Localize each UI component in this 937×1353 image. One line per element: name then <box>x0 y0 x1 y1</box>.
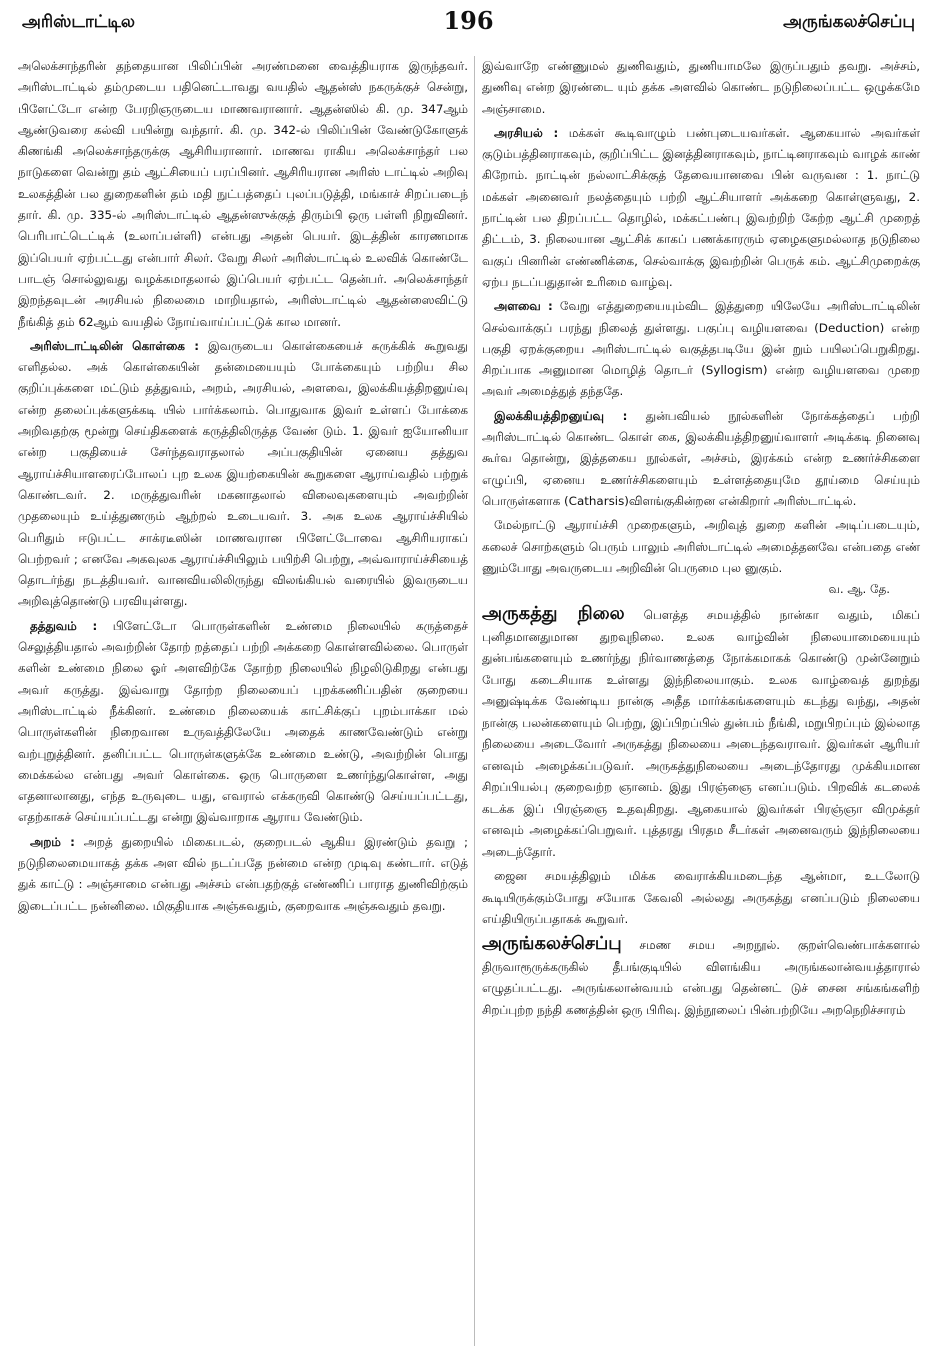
paragraph-legacy <box>482 515 920 600</box>
paragraph-doctrine <box>18 336 468 613</box>
running-head-left: அரிஸ்டாட்டில <box>22 12 135 32</box>
subheading-criticism: இலக்கியத்திறனுய்வு : <box>494 408 628 423</box>
entry-title-arungalacheppu: அருங்கலச்செப்பு <box>482 933 622 954</box>
paragraph-ethics <box>18 832 468 917</box>
running-head-right: அருங்கலச்செப்பு <box>783 12 915 32</box>
column-divider <box>474 56 475 1346</box>
entry-arungalacheppu <box>482 933 920 1021</box>
subheading-logic: அளவை : <box>494 299 553 314</box>
paragraph-philosophy-text: பிளேட்டோ பொருள்களின் உண்மை நிலையில் கருத்தைச் செலுத்தியதால் அவற்றின் தோற் றத்தைப் பற்றி அக்கறை கொள்ளவில்லை. பொருள் களின் உண்மை நிலை ஓர் அளவிற்கே தோற்ற நிலையில் நிழலிடுகிறது என்பது அவர் கருத்து. இவ்வாறு தோற்ற நிலையைப் புறக்கணிப்பதின் குறையை அரிஸ்டாட்டில் நீக்கினர். உண்மை நிலையைக் காட்சிக்குப் புறம்பாக்கா மல் பொருள்களின் நிறைவான உருவத்திலேயே அதைக் காணவேண்டும் என்று வற்புறுத்தினர். தனிப்பட்ட பொருள்களுக்கே உண்மை உண்டு, அவற்றின் பொது மைக்கல்ல என்பது அவர் கொள்கை. ஒரு பொருளை உணர்ந்துகொள்ள, அது எதனாலானது, எந்த உருவுடை யது, எவரால் எக்கருவி கொண்டு செய்யப்பட்டது, எதற்காகச் செய்யப்பட்டது என்று இவ்வாறாக ஆராய வேண்டும். <box>18 618 468 825</box>
entry-title-arhat: அருகத்து நிலை <box>482 603 625 624</box>
subheading-doctrine: அரிஸ்டாட்டிலின் கொள்கை : <box>30 338 199 353</box>
paragraph-philosophy <box>18 616 468 829</box>
paragraph-intro: அலெக்சாந்தரின் தந்தையான பிலிப்பின் அரண்மனை வைத்தியராக இருந்தவர். அரிஸ்டாட்டில் தம்முடைய பதினெட்டாவது வயதில் ஆதன்ஸ் நகருக்குச் சென்று, பிளேட்டோ என்ற பேரறிஞருடைய மாணவரானார். ஆதன்ஸில் கி. மு. 347ஆம் ஆண்டுவரை கல்வி பயின்று வந்தார். கி. மு. 342-ல் பிலிப்பின் வேண்டுகோளுக் கிணங்கி அலெக்சாந்தருக்கு ஆசிரியரானார். மாணவ ராகிய அலெக்சாந்தர் பல நாடுகளை வென்று தம் ஆட்சியைப் பரப்பினர். ஆசிரியரான அரிஸ் டாட்டில் அறிவு உலகத்தின் பல துறைகளின் தம் மதி நுட்பத்தைப் புலப்படுத்தி, மங்காச் சிறப்படைந் தார். கி. மு. 335-ல் அரிஸ்டாட்டில் ஆதன்ஸுக்குத் திரும்பி ஒரு பள்ளி நிறுவினர். பெரிபாட்டெட்டிக் (உலாப்பள்ளி) என்பது அதன் பெயர். இடத்தின் காரணமாக இப்பெயர் ஏற்பட்டது என்பார் சிலர். வேறு சிலர் அரிஸ்டாட்டில் உலவிக் கொண்டே பாடஞ் சொல்லுவது வழக்கமாதலால் இப்பெயர் ஏற்பட்ட தென்பர். அலெக்சாந்தர் இறந்தவுடன் அரசியல் நிலைமை மாறியதால், அரிஸ்டாட்டில் ஆதன்ஸைவிட்டு நீங்கித் தம் 62ஆம் வயதில் நோய்வாய்ப்பட்டுக் கால மானர். <box>18 59 468 329</box>
paragraph-legacy-text: மேல்நாட்டு ஆராய்ச்சி முறைகளும், அறிவுத் துறை களின் அடிப்படையும், கலைச் சொற்களும் பெரும் பாலும் அரிஸ்டாட்டில் அமைத்தனவே என்பதை எண் ணும்போது அவருடைய அறிவின் பெருமை புல னுகும். <box>482 518 920 575</box>
left-column <box>18 56 468 920</box>
paragraph-courage: இவ்வாறே எண்ணுமல் துணிவதும், துணியாமலே இருப்பதும் தவறு. அச்சம், துணிவு என்ற இரண்டை யும் தக்க அளவில் கொண்ட நடுநிலைப்பட்ட ஒழுக்கமே அஞ்சாமை. <box>482 59 920 116</box>
paragraph-logic <box>482 296 920 402</box>
paragraph-politics-text: மக்கள் கூடிவாழும் பண்புடையவர்கள். ஆகையால் அவர்கள் குடும்பத்தினராகவும், குறிப்பிட்ட இனத்தினராகவும், நாட்டினராகவும் வாழக் காண் கிறோம். நாட்டின் நல்லாட்சிக்குத் தேவையானவை பின் வருவன : 1. நாட்டு மக்கள் அனைவர் நலத்தையும் பற்றி ஆட்சியாளர் அக்கறை கொள்ளுவது, 2. நாட்டின் பல திறப்பட்ட தொழில், மக்கட்பண்பு இவற்றிற் கேற்ற ஆட்சி முறைத் திட்டம், 3. நிலையான ஆட்சிக் காகப் பணக்காரரும் ஏழைகளுமல்லாத நடுநிலை வகுப் பினரின் எண்ணிக்கை, செல்வாக்கு இவற்றின் பெருக் கம். ஆட்சிமுறைக்கு ஏற்ப நடப்பதுதான் உரிமை வாழ்வு. <box>482 125 920 289</box>
paragraph-criticism-text: துன்பவியல் நூல்களின் நோக்கத்தைப் பற்றி அரிஸ்டாட்டில் கொண்ட கொள் கை, இலக்கியத்திறனுய்வாளர் அடிக்கடி நினைவு கூர்வ தொன்று, இத்தகைய நூல்கள், அச்சம், இரக்கம் என்ற உணர்ச்சிகளை எழுப்பி, ஏனைய உணர்ச்சிகளையும் உள்ளத்தையுமே தூய்மை செய்யும் பொருள்களாக (Catharsis)விளங்குகின்றன என்கிறார் அரிஸ்டாட்டில். <box>482 408 921 508</box>
subheading-ethics: அறம் : <box>30 834 75 849</box>
subheading-politics: அரசியல் : <box>494 125 559 140</box>
page-header <box>0 6 937 40</box>
paragraph-politics <box>482 123 920 293</box>
paragraph-criticism <box>482 406 920 512</box>
author-signature: வ. ஆ. தே. <box>828 582 890 597</box>
entry-arhat-jain: ஜைன சமயத்திலும் மிக்க வைராக்கியமடைந்த ஆன்மா, உடலோடு கூடியிருக்கும்போது சயோக கேவலி அல்லது அருகத்து எனப்படும் நிலையை எய்தியிருப்பதாகக் கூறுவர். <box>482 869 920 927</box>
page-number: 196 <box>443 6 494 35</box>
paragraph-logic-text: வேறு எத்துறையையும்விட இத்துறை யிலேயே அரிஸ்டாட்டிலின் செல்வாக்குப் பரந்து நிலைத் துள்ளது. பகுப்பு வழியளவை (Deduction) என்ற பகுதி ஏறக்குறைய அரிஸ்டாட்டில் வகுத்தபடியே இன் றும் பயிலப்பெறுகிறது. சிறப்பாக அனுமான மொழித் தொடர் (Syllogism) என்ற வழியளவை முறை அவர் அமைத்துத் தந்ததே. <box>482 299 920 399</box>
entry-arhat-text: பௌத்த சமயத்தில் நான்கா வதும், மிகப் புனிதமானதுமான துறவுநிலை. உலக வாழ்வின் நிலையாமையையும் துன்பங்களையும் உணர்ந்து நிர்வாணத்தை நோக்கமாகக் கொண்டு முன்னேறும் போது கடைசியாக உள்ளது இந்நிலையாகும். உலக வாழ்வைத் துறந்து அனுஷ்டிக்க வேண்டிய நான்கு அதீத மார்க்கங்களையும் கடந்து வந்து, அதன் நான்கு பலன்களையும் பெற்று, இப்பிறப்பில் துன்பம் நீங்கி, மறுபிறப்பும் இல்லாத நிலையை அடைவோர் அருகத்து நிலையை அடைந்தவராவர். இவர்கள் ஆரியர் எனவும் அழைக்கப்படுவர். அருகத்துநிலையை அடைந்தோரது முக்கியமான சிறப்பியல்பு குறைவற்ற ஞானம். இது பிரஞ்ஞை எனப்படும். பிறவிக் கடலைக் கடக்க இப் பிரஞ்ஞை உதவுகிறது. ஆகையால் இவர்கள் பிரஞ்ஞா விமுக்தர் எனவும் அழைக்கப்பெறுவர். புத்தரது பிரதம சீடர்கள் அனைவரும் இந்நிலையை அடைந்தோர். <box>482 608 920 859</box>
subheading-philosophy: தத்துவம் : <box>30 618 98 633</box>
entry-arhat <box>482 603 920 863</box>
paragraph-doctrine-text: இவருடைய கொள்கையைச் சுருக்கிக் கூறுவது எளிதல்ல. அக் கொள்கையின் தன்மையையும் போக்கையும் பற்றிய சில குறிப்புக்களை மட்டும் தத்துவம், அறம், அரசியல், அளவை, இலக்கியத்திறனுய்வு என்ற தலைப்புக்களுக்கடி யில் பார்க்கலாம். பொதுவாக இவர் உள்ளப் போக்கை அறிவதற்கு மூன்று செய்திகளைக் கருத்திலிருத்த வேண் டும். 1. இவர் ஐயோனியா என்ற பகுதியைச் சேர்ந்தவராதலால் அப்பகுதியின் ஏனைய தத்துவ ஆராய்ச்சியாளரைப்போலப் புற உலக இயற்கையின் கூறுகளை ஆராய்வதில் பற்றுக் கொண்டவர். 2. மருத்துவரின் மகனாதலால் விலைவுகளையும் அவற்றின் முதலையும் உய்த்துணரும் ஆற்றல் உடையவர். 3. அக உலக ஆராய்ச்சியில் பெரிதும் ஈடுபட்ட சாக்ரடீஸின் மாணவரான பிளேட்டோவை ஆசிரியராகப் பெற்றவர் ; எனவே அகவுலக ஆராய்ச்சியிலும் பயிற்சி பெற்று, அவ்வாராய்ச்சியைத் தொடர்ந்து நடத்தியவர். வானவியலிலிருந்து விலங்கியல் வரையில் இவருடைய அறிவுத்தொண்டு பரவியுள்ளது. <box>18 338 468 609</box>
paragraph-ethics-text: அறத் துறையில் மிகைபடல், குறைபடல் ஆகிய இரண்டும் தவறு ; நடுநிலைமையாகத் தக்க அள வில் நடப்பதே நன்மை என்ற முடிவு கண்டார். எடுத் துக் காட்டு : அஞ்சாமை என்பது அச்சம் என்பதற்குத் எண்ணிப் பாராத துணிவிற்கும் இடைப்பட்ட நன்னிலை. மிகுதியாக அஞ்சுவதும், குறைவாக அஞ்சுவதும் தவறு. <box>18 834 468 913</box>
right-column <box>482 56 920 1024</box>
entry-arungalacheppu-text: சமண சமய அறநூல். குறள்வெண்பாக்களால் திருவாரூருக்கருகில் தீபங்குடியில் விளங்கிய அருங்கலான்வயத்தாரால் எழுதப்பட்டது. அருங்கலான்வயம் என்பது தென்னட் டுச் சைன சங்கங்களிற் சிறப்புற்ற நந்தி கணத்தின் ஒரு பிரிவு. இந்நூலைப் பின்பற்றியே அறநெறிச்சாரம் <box>482 938 920 1017</box>
